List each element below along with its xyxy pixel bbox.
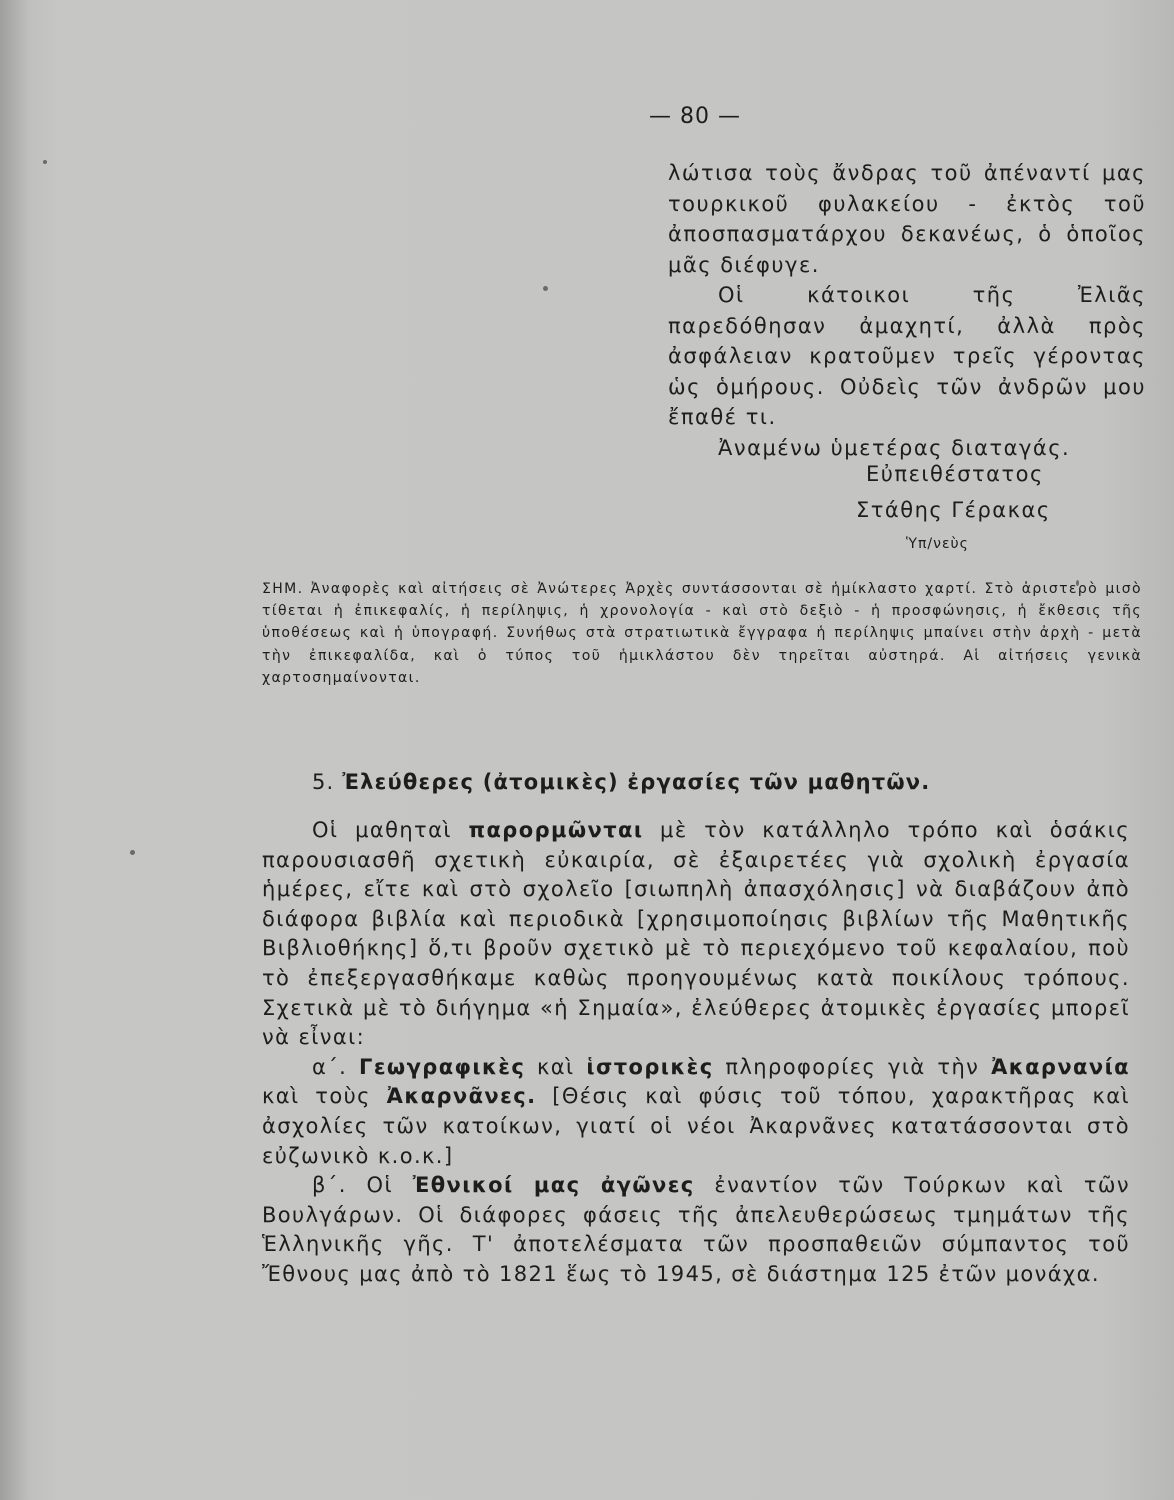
section-body <box>262 816 1130 1290</box>
bold-term: Ἀκαρνανία <box>991 1054 1130 1079</box>
section-title: Ἐλεύθερες (ἀτομικὲς) ἐργασίες τῶν μαθητῶν. <box>342 770 931 794</box>
signature-rank: Ὑπ/νεὺς <box>906 536 969 552</box>
body-paragraph <box>262 1053 1130 1171</box>
text-run: ἐναντίον τῶν Τούρκων καὶ τῶν Βουλγάρων. Οἱ διάφορες φάσεις τῆς ἀπελευθερώσεως τμημάτων τῆς Ἑλληνικῆς γῆς. Τ' ἀποτελέσματα τῶν προσπαθειῶν σύμπαντος τοῦ Ἔθνους μας ἀπὸ τὸ 1821 ἕως τὸ 1945, σὲ διάστημα 125 ἐτῶν μονάχα. <box>262 1173 1130 1286</box>
body-paragraph <box>262 1171 1130 1289</box>
text-run: καὶ τοὺς <box>262 1084 387 1109</box>
text-run: πληροφορίες γιὰ τὴν <box>713 1054 992 1079</box>
text-run: Οἱ μαθηταὶ <box>312 818 469 842</box>
text-run: α΄. <box>312 1054 360 1079</box>
ink-speck <box>130 850 135 855</box>
text-run: β΄. Οἱ <box>312 1173 413 1198</box>
letter-paragraph: Οἱ κάτοικοι τῆς Ἐλιᾶς παρεδόθησαν ἀμαχητί, ἀλλὰ πρὸς ἀσφάλειαν κρατοῦμεν τρεῖς γέροντας ὡς ὁμήρους. Οὐδεὶς τῶν ἀνδρῶν μου ἔπαθέ τι. <box>668 283 1146 429</box>
bold-term: παρορμῶνται <box>468 818 644 842</box>
signature-name: Στάθης Γέρακας <box>856 498 1051 522</box>
section-number: 5. <box>312 770 335 794</box>
bold-term: Ἀκαρνᾶνες. <box>386 1084 537 1109</box>
text-run: [Θέσις καὶ φύσις τοῦ τόπου, χαρακτῆρας καὶ ἀσχολίες τῶν κατοίκων, γιατί οἱ νέοι Ἀκαρνᾶνες κατατάσσονται στὸ εὐζωνικὸ κ.ο.κ.] <box>262 1084 1130 1168</box>
letter-paragraph: λώτισα τοὺς ἄνδρας τοῦ ἀπέναντί μας τουρκικοῦ φυλακείου - ἐκτὸς τοῦ ἀποσπασματάρχου δεκανέως, ὁ ὁποῖος μᾶς διέφυγε. <box>668 161 1146 277</box>
footnote: ΣΗΜ. Ἀναφορὲς καὶ αἰτήσεις σὲ Ἀνώτερες Ἀρχὲς συντάσσονται σὲ ἡμίκλαστο χαρτί. Στὸ ἀριστερὸ μισὸ τίθεται ἡ ἐπικεφαλίς, ἡ περίληψις, ἡ χρονολογία - καὶ στὸ δεξιὸ - ἡ προσφώνησις, ἡ ἔκθεσις τῆς ὑποθέσεως καὶ ἡ ὑπογραφή. Συνήθως στὰ στρατιωτικὰ ἔγγραφα ἡ περίληψις μπαίνει στὴν ἀρχὴ - μετὰ τὴν ἐπικεφαλίδα, καὶ ὁ τύπος τοῦ ἡμικλάστου δὲν τηρεῖται αὐστηρά. Αἱ αἰτήσεις γενικὰ χαρτοσημαίνονται. <box>262 581 1142 686</box>
signature-closing: Εὐπειθέστατος <box>866 462 1044 486</box>
page-number: — 80 — <box>649 104 741 129</box>
letter-paragraph: Ἀναμένω ὑμετέρας διαταγάς. <box>718 435 1071 460</box>
text-run: καὶ <box>525 1054 587 1079</box>
ink-speck <box>543 286 548 291</box>
bold-term: Γεωγραφικὲς <box>359 1054 526 1079</box>
bold-term: Ἐθνικοί μας ἀγῶνες <box>412 1173 695 1198</box>
letter-excerpt <box>668 158 1146 463</box>
text-run: μὲ τὸν κατάλληλο τρόπο καὶ ὁσάκις παρουσιασθῆ σχετικὴ εὐκαιρία, σὲ ἐξαιρετέες γιὰ σχολικὴ ἐργασία ἡμέρες, εἴτε καὶ στὸ σχολεῖο [σιωπηλὴ ἀπασχόλησις] νὰ διαβάζουν ἀπὸ διάφορα βιβλία καὶ περιοδικὰ [χρησιμοποίησις βιβλίων τῆς Μαθητικῆς Βιβλιοθήκης] ὅ,τι βροῦν σχετικὸ μὲ τὸ περιεχόμενο τοῦ κεφαλαίου, ποὺ τὸ ἐπεξεργασθήκαμε καθὼς προηγουμένως κατὰ ποικίλους τρόπους. Σχετικὰ μὲ τὸ διήγημα «ἡ Σημαία», ἐλεύθερες ἀτομικὲς ἐργασίες μπορεῖ νὰ εἶναι: <box>262 818 1130 1050</box>
body-paragraph <box>262 816 1130 1053</box>
ink-speck <box>43 160 47 164</box>
bold-term: ἱστορικὲς <box>586 1054 714 1079</box>
section-heading <box>312 770 930 794</box>
